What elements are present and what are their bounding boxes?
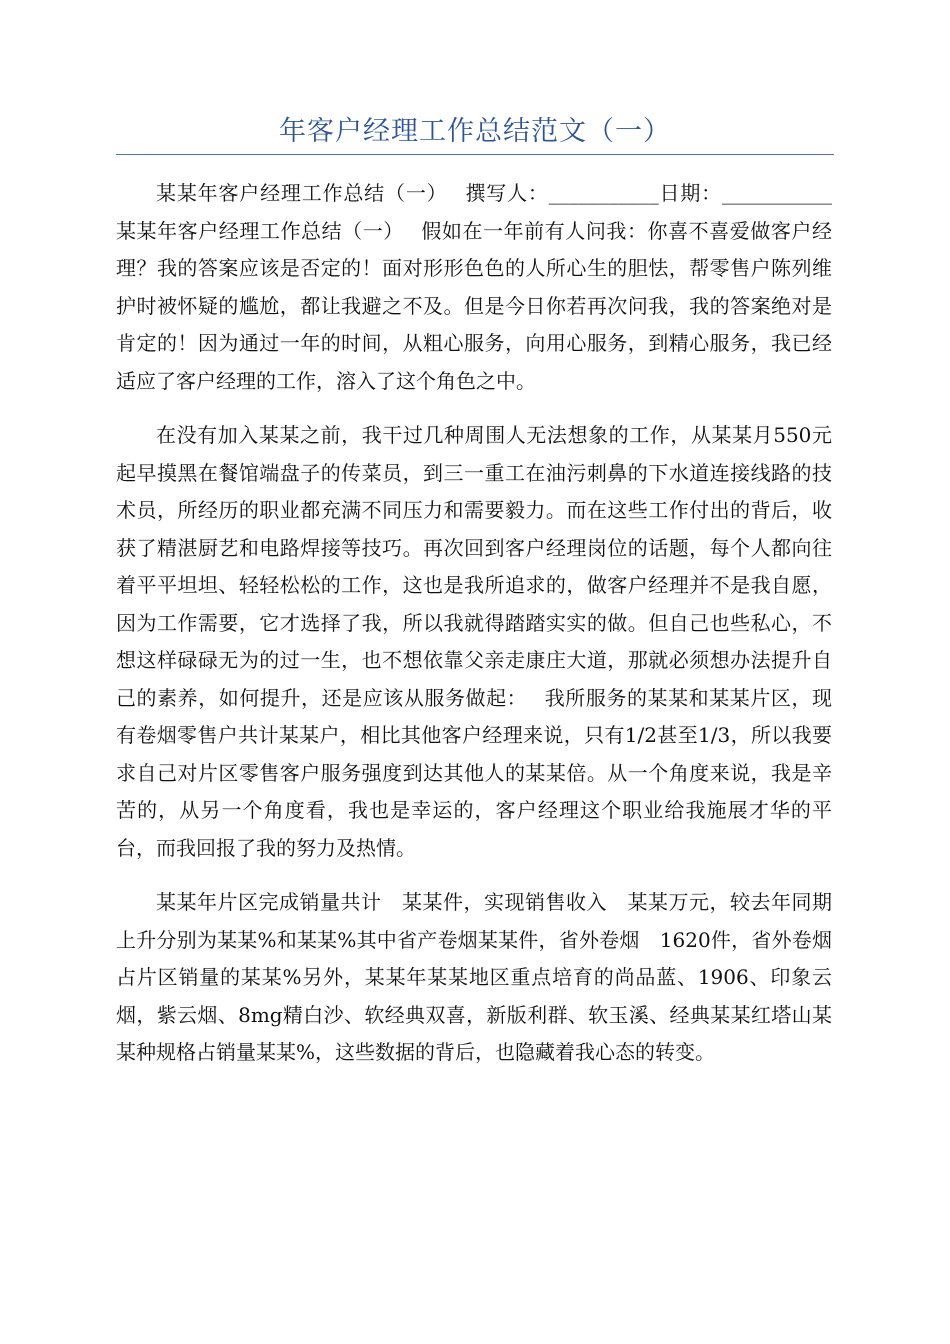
document-title: 年客户经理工作总结范文（一）	[279, 116, 671, 147]
paragraph-1: 某某年客户经理工作总结（一） 撰写人：___________日期：___________某某年客户经理工作总结（一） 假如在一年前有人问我：你喜不喜爱做客户经理？我的答案应该是否定的！面对形形色色的人所心生的胆怯，帮零售户陈列维护时被怀疑的尴尬，都让我避之不及。但是今日你若再次问我，我的答案绝对是肯定的！因为通过一年的时间，从粗心服务，向用心服务，到精心服务，我已经适应了客户经理的工作，溶入了这个角色之中。	[116, 181, 832, 393]
title-underline	[116, 154, 834, 155]
paragraph-3: 某某年片区完成销量共计 某某件，实现销售收入 某某万元，较去年同期上升分别为某某%和某某%其中省产卷烟某某件，省外卷烟 1620件，省外卷烟占片区销量的某某%另外，某某年某某地区重点培育的尚品蓝、1906、印象云烟，紫云烟、8mg精白沙、软经典双喜，新版利群、软玉溪、经典某某红塔山某某种规格占销量某某%，这些数据的背后，也隐藏着我心态的转变。	[116, 890, 832, 1064]
paragraph-2: 在没有加入某某之前，我干过几种周围人无法想象的工作，从某某月550元起早摸黑在餐馆端盘子的传菜员，到三一重工在油污刺鼻的下水道连接线路的技术员，所经历的职业都充满不同压力和需要毅力。而在这些工作付出的背后，收获了精湛厨艺和电路焊接等技巧。再次回到客户经理岗位的话题，每个人都向往着平平坦坦、轻轻松松的工作，这也是我所追求的，做客户经理并不是我自愿，因为工作需要，它才选择了我，所以我就得踏踏实实的做。但自己也些私心，不想这样碌碌无为的过一生，也不想依靠父亲走康庄大道，那就必须想办法提升自己的素养，如何提升，还是应该从服务做起： 我所服务的某某和某某片区，现有卷烟零售户共计某某户，相比其他客户经理来说，只有1/2甚至1/3，所以我要求自己对片区零售客户服务强度到达其他人的某某倍。从一个角度来说，我是辛苦的，从另一个角度看，我也是幸运的，客户经理这个职业给我施展才华的平台，而我回报了我的努力及热情。	[116, 423, 832, 860]
document-body	[116, 175, 832, 1072]
